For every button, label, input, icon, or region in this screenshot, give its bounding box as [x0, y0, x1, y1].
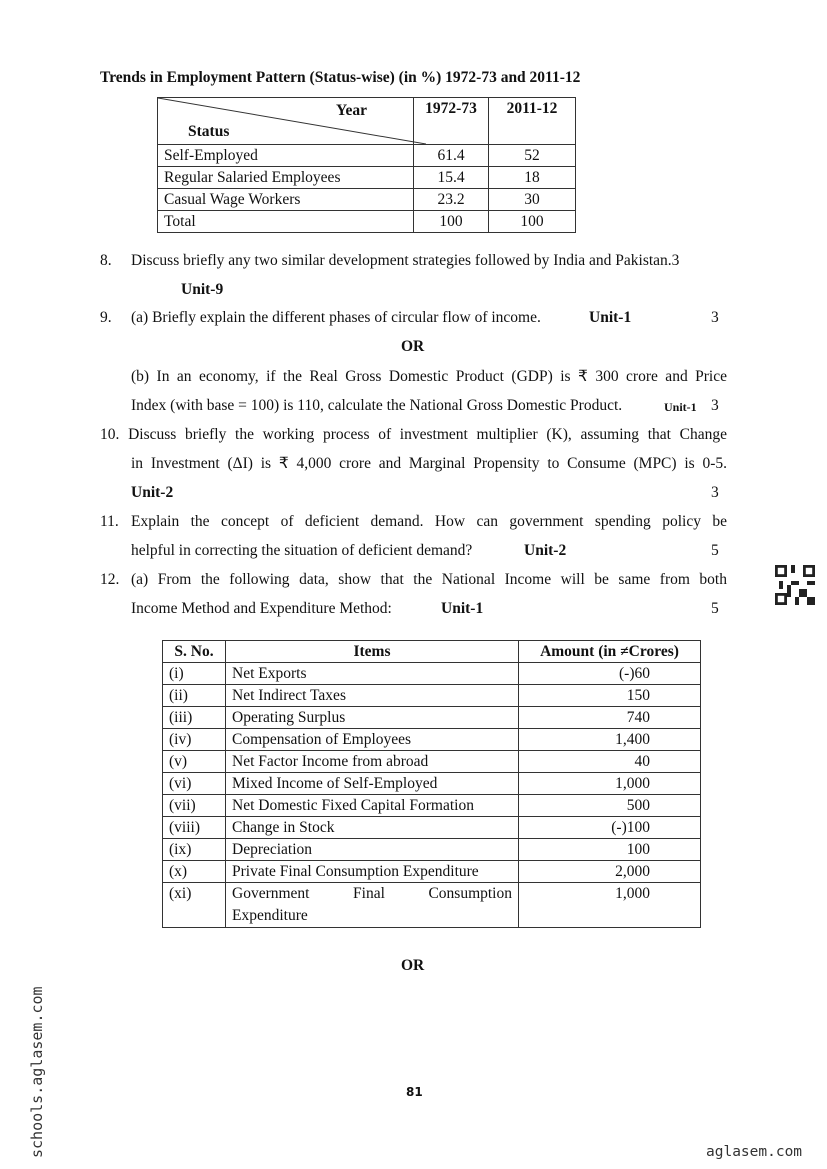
item-cell: Government Final Consumption Expenditure	[226, 883, 519, 928]
q11-number: 11.	[100, 513, 119, 530]
value-cell: 100	[489, 211, 576, 233]
item-cell: Net Indirect Taxes	[226, 685, 519, 707]
table-row	[163, 685, 701, 707]
sno-cell: (xi)	[163, 883, 226, 928]
status-cell: Self-Employed	[158, 145, 414, 167]
table-row	[163, 883, 701, 928]
q11-line2: helpful in correcting the situation of deficient demand?	[131, 542, 473, 559]
or-divider-2: OR	[401, 957, 425, 974]
q9a-text: (a) Briefly explain the different phases of circular flow of income.	[131, 309, 541, 326]
qr-code-icon	[775, 565, 815, 605]
amount-cell: 1,000	[519, 773, 701, 795]
q9b-line1: (b) In an economy, if the Real Gross Domestic Product (GDP) is ₹ 300 crore and Price	[131, 368, 727, 385]
sno-cell: (vi)	[163, 773, 226, 795]
or-divider-1: OR	[401, 338, 425, 355]
bottom-watermark: aglasem.com	[706, 1144, 803, 1160]
table-row	[163, 817, 701, 839]
col-1972: 1972-73	[414, 98, 489, 145]
side-watermark: schools.aglasem.com	[28, 986, 46, 1158]
sno-cell: (ix)	[163, 839, 226, 861]
q10-marks: 3	[711, 484, 719, 501]
table-header-row	[158, 98, 576, 145]
sno-cell: (i)	[163, 663, 226, 685]
q11-line1: Explain the concept of deficient demand. How can government spending policy be	[131, 513, 727, 530]
q11-marks: 5	[711, 542, 719, 559]
q12-line1: (a) From the following data, show that the National Income will be same from both	[131, 571, 727, 588]
table-row	[163, 839, 701, 861]
q9b-unit: Unit-1	[664, 400, 697, 414]
table1-title: Trends in Employment Pattern (Status-wise) (in %) 1972-73 and 2011-12	[100, 69, 581, 86]
page-number: 81	[406, 1085, 423, 1099]
q8-marks: 3	[671, 252, 680, 269]
amount-cell: 150	[519, 685, 701, 707]
value-cell: 100	[414, 211, 489, 233]
q11-unit: Unit-2	[524, 542, 567, 559]
table-row	[163, 663, 701, 685]
sno-cell: (x)	[163, 861, 226, 883]
item-cell: Private Final Consumption Expenditure	[226, 861, 519, 883]
sno-cell: (vii)	[163, 795, 226, 817]
amount-cell: 740	[519, 707, 701, 729]
col-2011: 2011-12	[489, 98, 576, 145]
table-header-row	[163, 641, 701, 663]
value-cell: 18	[489, 167, 576, 189]
national-income-table	[162, 640, 701, 928]
item-cell: Net Factor Income from abroad	[226, 751, 519, 773]
item-cell: Operating Surplus	[226, 707, 519, 729]
sno-cell: (ii)	[163, 685, 226, 707]
sno-cell: (v)	[163, 751, 226, 773]
table-row	[158, 167, 576, 189]
table-row	[163, 707, 701, 729]
table-row	[158, 145, 576, 167]
q8-question: Discuss briefly any two similar development strategies followed by India and Pakistan.	[131, 252, 672, 269]
value-cell: 15.4	[414, 167, 489, 189]
q8-text	[131, 252, 679, 270]
corner-cell	[158, 98, 414, 145]
status-cell: Regular Salaried Employees	[158, 167, 414, 189]
item-cell: Net Exports	[226, 663, 519, 685]
q9-number: 9.	[100, 309, 112, 326]
table-row	[163, 773, 701, 795]
amount-cell: (-)100	[519, 817, 701, 839]
amount-cell: 500	[519, 795, 701, 817]
amount-cell: 1,400	[519, 729, 701, 751]
item-cell: Change in Stock	[226, 817, 519, 839]
status-cell: Casual Wage Workers	[158, 189, 414, 211]
table-row	[163, 751, 701, 773]
q9a-marks: 3	[711, 309, 719, 326]
table-row	[158, 189, 576, 211]
sno-header: S. No.	[163, 641, 226, 663]
value-cell: 52	[489, 145, 576, 167]
q10-unit: Unit-2	[131, 484, 174, 501]
amount-cell: 1,000	[519, 883, 701, 928]
item-cell: Net Domestic Fixed Capital Formation	[226, 795, 519, 817]
q9b-line2: Index (with base = 100) is 110, calculate the National Gross Domestic Product.	[131, 397, 623, 414]
q8-number: 8.	[100, 252, 112, 269]
status-label: Status	[188, 123, 230, 140]
table-row	[158, 211, 576, 233]
item-cell: Mixed Income of Self-Employed	[226, 773, 519, 795]
q12-marks: 5	[711, 600, 719, 617]
q8-unit: Unit-9	[181, 281, 224, 298]
amount-cell: 2,000	[519, 861, 701, 883]
sno-cell: (iii)	[163, 707, 226, 729]
value-cell: 30	[489, 189, 576, 211]
q12-number: 12.	[100, 571, 120, 588]
item-cell: Compensation of Employees	[226, 729, 519, 751]
year-label: Year	[336, 102, 367, 119]
amount-cell: (-)60	[519, 663, 701, 685]
q12-unit: Unit-1	[441, 600, 484, 617]
items-header: Items	[226, 641, 519, 663]
status-cell: Total	[158, 211, 414, 233]
employment-table	[157, 97, 576, 233]
amount-cell: 100	[519, 839, 701, 861]
sno-cell: (iv)	[163, 729, 226, 751]
q9a-unit: Unit-1	[589, 309, 632, 326]
q10-line2: in Investment (ΔI) is ₹ 4,000 crore and Marginal Propensity to Consume (MPC) is 0-5.	[131, 455, 727, 472]
table-row	[163, 729, 701, 751]
value-cell: 23.2	[414, 189, 489, 211]
q10-line1: 10. Discuss briefly the working process of investment multiplier (K), assuming that Change	[100, 426, 727, 443]
table-row	[163, 795, 701, 817]
amount-cell: 40	[519, 751, 701, 773]
item-cell: Depreciation	[226, 839, 519, 861]
value-cell: 61.4	[414, 145, 489, 167]
q12-line2: Income Method and Expenditure Method:	[131, 600, 392, 617]
table-row	[163, 861, 701, 883]
q9b-marks: 3	[711, 397, 719, 414]
sno-cell: (viii)	[163, 817, 226, 839]
amount-header: Amount (in ≠Crores)	[519, 641, 701, 663]
